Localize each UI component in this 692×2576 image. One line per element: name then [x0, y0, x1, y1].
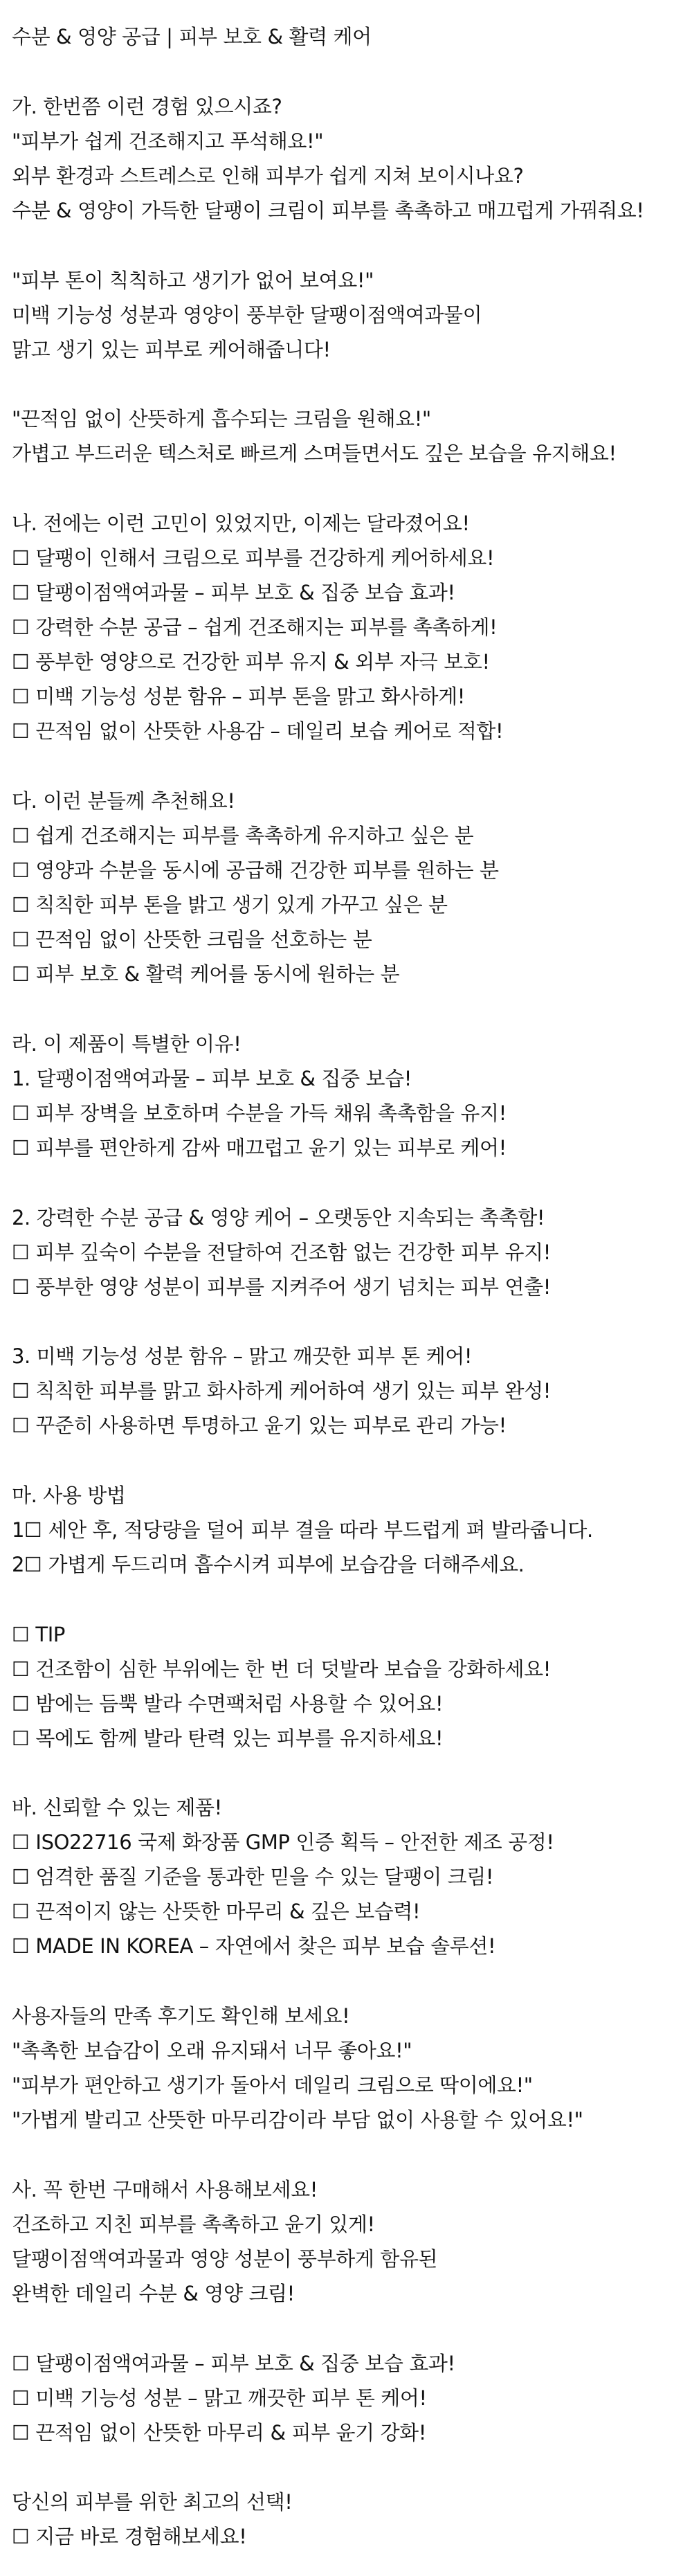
- text-line: 미백 기능성 성분과 영양이 풍부한 달팽이점액여과물이: [12, 303, 482, 327]
- text-line: 달팽이점액여과물과 영양 성분이 풍부하게 함유된: [12, 2247, 438, 2271]
- text-line: 수분 & 영양 공급 | 피부 보호 & 활력 케어: [12, 25, 372, 48]
- text-line: 건조하고 지친 피부를 촉촉하고 윤기 있게!: [12, 2213, 375, 2236]
- text-line: 당신의 피부를 위한 최고의 선택!: [12, 2490, 293, 2514]
- text-line: 3. 미백 기능성 성분 함유 – 맑고 깨끗한 피부 톤 케어!: [12, 1344, 473, 1368]
- text-line: ☐ 지금 바로 경험해보세요!: [12, 2525, 247, 2548]
- text-line: ☐ 풍부한 영양 성분이 피부를 지켜주어 생기 넘치는 피부 연출!: [12, 1275, 551, 1299]
- text-line: 1☐ 세안 후, 적당량을 덜어 피부 결을 따라 부드럽게 펴 발라줍니다.: [12, 1518, 593, 1542]
- text-line: 바. 신뢰할 수 있는 제품!: [12, 1796, 222, 1819]
- text-line: "끈적임 없이 산뜻하게 흡수되는 크림을 원해요!": [12, 407, 431, 431]
- text-line: ☐ 칙칙한 피부를 맑고 화사하게 케어하여 생기 있는 피부 완성!: [12, 1379, 551, 1403]
- text-line: 2. 강력한 수분 공급 & 영양 케어 – 오랫동안 지속되는 촉촉함!: [12, 1206, 545, 1230]
- text-line: 나. 전에는 이런 고민이 있었지만, 이제는 달라졌어요!: [12, 512, 470, 535]
- text-line: ☐ 피부를 편안하게 감싸 매끄럽고 윤기 있는 피부로 케어!: [12, 1136, 507, 1160]
- text-line: ☐ 쉽게 건조해지는 피부를 촉촉하게 유지하고 싶은 분: [12, 824, 474, 847]
- text-line: ☐ 피부 보호 & 활력 케어를 동시에 원하는 분: [12, 962, 400, 986]
- text-line: ☐ 끈적임 없이 산뜻한 크림을 선호하는 분: [12, 928, 372, 951]
- text-line: ☐ 미백 기능성 성분 – 맑고 깨끗한 피부 톤 케어!: [12, 2386, 427, 2410]
- text-line: ☐ 끈적이지 않는 산뜻한 마무리 & 깊은 보습력!: [12, 1900, 421, 1923]
- text-line: "피부 톤이 칙칙하고 생기가 없어 보여요!": [12, 269, 374, 292]
- text-line: ☐ 미백 기능성 성분 함유 – 피부 톤을 맑고 화사하게!: [12, 685, 465, 708]
- text-line: 사용자들의 만족 후기도 확인해 보세요!: [12, 2004, 350, 2028]
- text-line: ☐ 꾸준히 사용하면 투명하고 윤기 있는 피부로 관리 가능!: [12, 1414, 507, 1437]
- text-line: 가. 한번쯤 이런 경험 있으시죠?: [12, 95, 282, 118]
- text-line: ☐ 끈적임 없이 산뜻한 사용감 – 데일리 보습 케어로 적합!: [12, 719, 504, 743]
- text-line: 사. 꼭 한번 구매해서 사용해보세요!: [12, 2178, 318, 2201]
- text-line: 가볍고 부드러운 텍스처로 빠르게 스며들면서도 깊은 보습을 유지해요!: [12, 442, 617, 465]
- text-line: ☐ 강력한 수분 공급 – 쉽게 건조해지는 피부를 촉촉하게!: [12, 615, 498, 639]
- text-line: ☐ 목에도 함께 발라 탄력 있는 피부를 유지하세요!: [12, 1727, 444, 1750]
- text-line: 수분 & 영양이 가득한 달팽이 크림이 피부를 촉촉하고 매끄럽게 가꿔줘요!: [12, 199, 644, 222]
- text-line: 1. 달팽이점액여과물 – 피부 보호 & 집중 보습!: [12, 1067, 412, 1090]
- text-line: ☐ 달팽이점액여과물 – 피부 보호 & 집중 보습 효과!: [12, 2352, 455, 2375]
- text-line: 2☐ 가볍게 두드리며 흡수시켜 피부에 보습감을 더해주세요.: [12, 1553, 525, 1576]
- text-line: ☐ 끈적임 없이 산뜻한 마무리 & 피부 윤기 강화!: [12, 2421, 427, 2444]
- text-line: "피부가 쉽게 건조해지고 푸석해요!": [12, 129, 324, 153]
- text-line: 완벽한 데일리 수분 & 영양 크림!: [12, 2282, 295, 2305]
- text-line: ☐ 밤에는 듬뿍 발라 수면팩처럼 사용할 수 있어요!: [12, 1692, 444, 1715]
- text-line: "가볍게 발리고 산뜻한 마무리감이라 부담 없이 사용할 수 있어요!": [12, 2108, 583, 2132]
- text-line: 외부 환경과 스트레스로 인해 피부가 쉽게 지쳐 보이시나요?: [12, 164, 524, 188]
- text-line: 맑고 생기 있는 피부로 케어해줍니다!: [12, 338, 331, 361]
- text-line: ☐ 달팽이 인해서 크림으로 피부를 건강하게 케어하세요!: [12, 546, 495, 570]
- text-line: ☐ 건조함이 심한 부위에는 한 번 더 덧발라 보습을 강화하세요!: [12, 1657, 551, 1681]
- text-line: ☐ 달팽이점액여과물 – 피부 보호 & 집중 보습 효과!: [12, 581, 455, 604]
- text-line: ☐ 피부 장벽을 보호하며 수분을 가득 채워 촉촉함을 유지!: [12, 1101, 507, 1125]
- text-line: ☐ 칙칙한 피부 톤을 밝고 생기 있게 가꾸고 싶은 분: [12, 893, 448, 917]
- text-line: 다. 이런 분들께 추천해요!: [12, 789, 235, 813]
- text-line: ☐ 영양과 수분을 동시에 공급해 건강한 피부를 원하는 분: [12, 858, 499, 882]
- text-line: 마. 사용 방법: [12, 1484, 126, 1507]
- text-line: "피부가 편안하고 생기가 돌아서 데일리 크림으로 딱이에요!": [12, 2073, 533, 2097]
- text-line: 라. 이 제품이 특별한 이유!: [12, 1032, 242, 1056]
- text-line: ☐ 피부 깊숙이 수분을 전달하여 건조함 없는 건강한 피부 유지!: [12, 1241, 551, 1264]
- text-line: ☐ 엄격한 품질 기준을 통과한 믿을 수 있는 달팽이 크림!: [12, 1865, 494, 1889]
- text-line: "촉촉한 보습감이 오래 유지돼서 너무 좋아요!": [12, 2039, 412, 2062]
- text-line: ☐ MADE IN KOREA – 자연에서 찾은 피부 보습 솔루션!: [12, 1934, 496, 1958]
- text-line: ☐ TIP: [12, 1623, 65, 1646]
- text-line: ☐ ISO22716 국제 화장품 GMP 인증 획득 – 안전한 제조 공정!: [12, 1830, 554, 1854]
- text-line: ☐ 풍부한 영양으로 건강한 피부 유지 & 외부 자극 보호!: [12, 650, 490, 674]
